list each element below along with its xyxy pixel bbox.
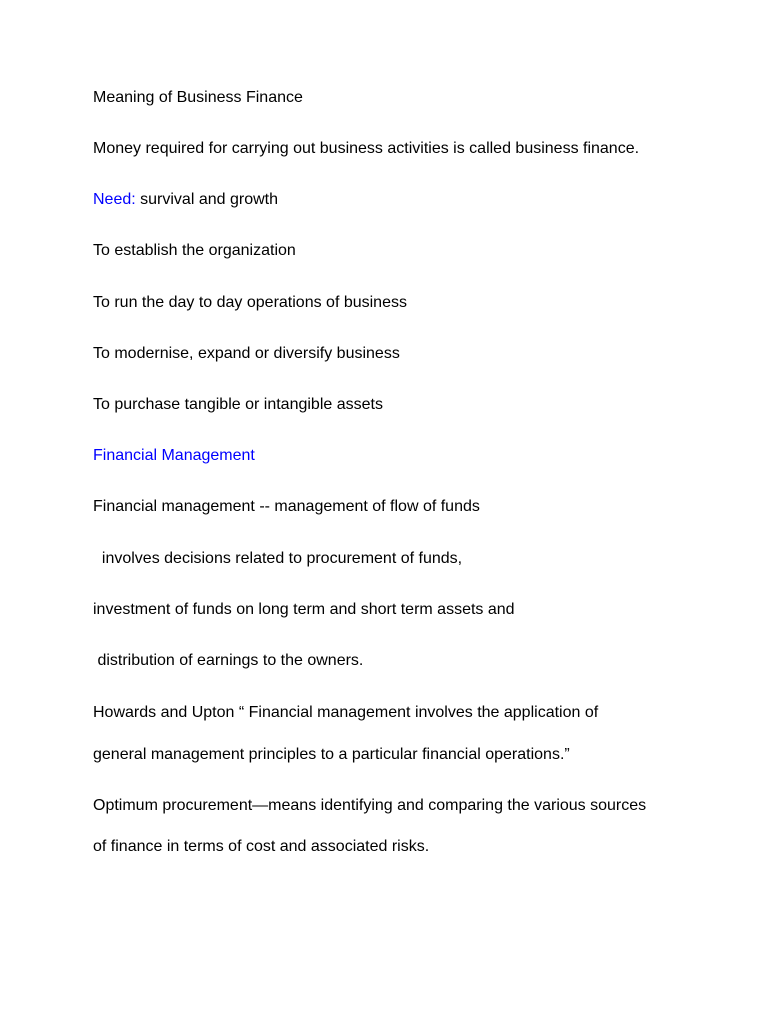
fm-line: distribution of earnings to the owners. (93, 652, 364, 669)
quote-line: general management principles to a particular financial operations.” (93, 746, 570, 763)
need-item: To modernise, expand or diversify business (93, 345, 400, 362)
definition-text: Money required for carrying out business activities is called business finance. (93, 140, 640, 157)
need-item: To run the day to day operations of business (93, 294, 407, 311)
need-item: To establish the organization (93, 242, 296, 259)
need-label: Need: (93, 191, 136, 208)
optimum-line: of finance in terms of cost and associated risks. (93, 838, 430, 855)
need-item: To purchase tangible or intangible assets (93, 396, 383, 413)
quote-line: Howards and Upton “ Financial management involves the application of (93, 704, 599, 721)
optimum-line: Optimum procurement—means identifying and comparing the various sources (93, 797, 647, 814)
section-heading-financial-management: Financial Management (93, 447, 255, 464)
fm-line: involves decisions related to procurement of funds, (93, 550, 463, 567)
fm-line: investment of funds on long term and short term assets and (93, 601, 515, 618)
fm-line: Financial management -- management of flow of funds (93, 498, 480, 515)
need-line (93, 190, 278, 210)
document-title: Meaning of Business Finance (93, 89, 303, 106)
need-text: survival and growth (135, 191, 278, 208)
